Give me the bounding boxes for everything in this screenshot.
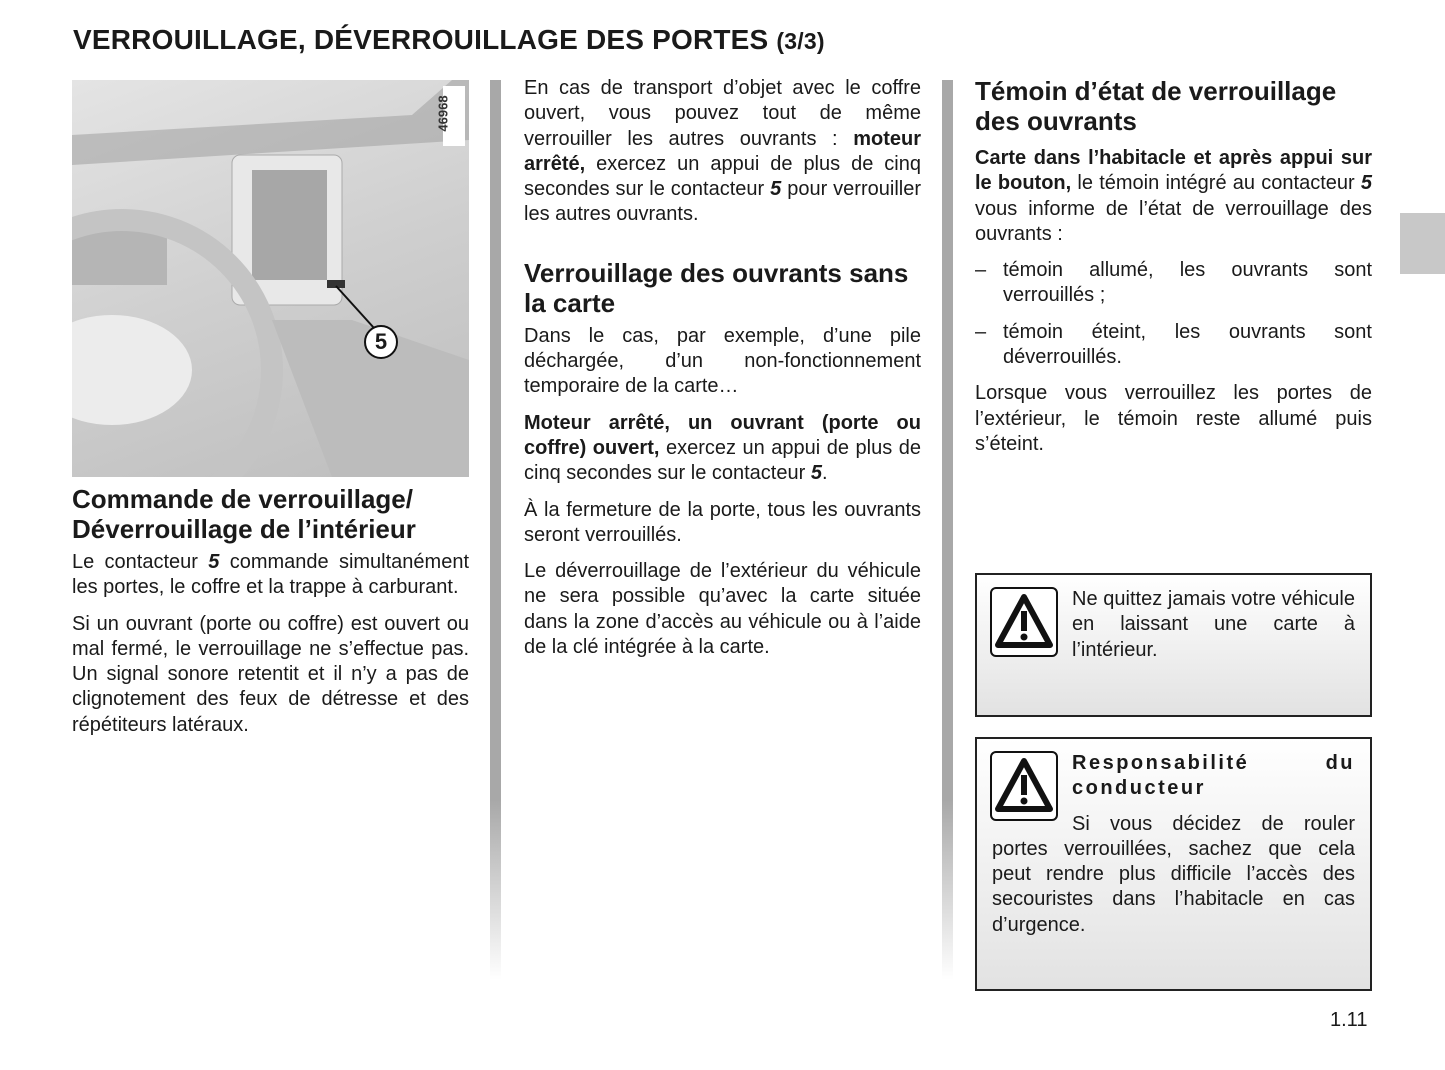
list-item: – témoin éteint, les ouvrants sont déverrouillés. [975, 320, 1372, 371]
paragraph: Le contacteur 5 commande simultanément les portes, le coffre et la trappe à carburant. [72, 551, 470, 599]
warning-box-responsibility [975, 737, 1372, 991]
page-title [73, 24, 825, 56]
warning-box-card [975, 573, 1372, 717]
section-heading: Verrouillage des ouvrants sans la carte [524, 257, 909, 318]
paragraph: Si un ouvrant (porte ou coffre) est ouvert ou mal fermé, le verrouillage ne s’effectue pas. Un signal sonore retentit et il n’y a pas de clignotement des feux de détresse et des répétiteurs latéraux. [72, 612, 469, 736]
middle-column [524, 76, 921, 671]
chapter-tab [1400, 213, 1445, 274]
status-list [975, 258, 1372, 370]
warning-text: Ne quittez jamais votre véhicule en laissant une carte à l’intérieur. [1072, 588, 1355, 661]
paragraph: En cas de transport d’objet avec le coffre ouvert, vous pouvez tout de même verrouiller les autres ouvrants : moteur arrêté, exercez un appui de plus de cinq secondes sur le contacteur 5 pour verrouiller les autres ouvrants. [524, 77, 921, 226]
title-text: VERROUILLAGE, DÉVERROUILLAGE DES PORTES [73, 24, 769, 55]
page-number: 1.11 [1330, 1009, 1368, 1031]
list-item: – témoin allumé, les ouvrants sont verrouillés ; [975, 258, 1372, 309]
dashboard-illustration [72, 80, 469, 477]
warning-triangle-icon [990, 587, 1058, 657]
paragraph: Carte dans l’habitacle et après appui sur le bouton, le témoin intégré au contacteur 5 vous informe de l’état de verrouillage des ouvrants : [975, 147, 1372, 245]
dashboard-drawing [72, 80, 469, 477]
warning-title: Responsabilité du conducteur [1072, 752, 1355, 800]
column-divider [942, 80, 953, 980]
paragraph: Lorsque vous verrouillez les portes de l’extérieur, le témoin reste allumé puis s’éteint. [975, 382, 1372, 455]
callout-5: 5 [364, 325, 398, 359]
paragraph: À la fermeture de la porte, tous les ouvrants seront verrouillés. [524, 498, 921, 546]
figure-reference: 46968 [443, 86, 465, 146]
paragraph: Le déverrouillage de l’extérieur du véhicule ne sera possible qu’avec la carte située dans la zone d’accès au véhicule ou à l’aide de la clé intégrée à la carte. [524, 560, 921, 659]
warning-triangle-icon [990, 751, 1058, 821]
warning-text: Si vous décidez de rouler portes verrouillées, sachez que cela peut rendre plus difficile l’accès des secouristes dans l’habitacle en cas d’urgence. [992, 812, 1355, 936]
paragraph: Moteur arrêté, un ouvrant (porte ou coffre) ouvert, exercez un appui de plus de cinq secondes sur le contacteur 5. [524, 411, 921, 485]
left-column [72, 484, 469, 749]
section-heading: Commande de verrouillage/ Déverrouillage de l’intérieur [72, 484, 416, 544]
section-heading: Témoin d’état de verrouillage des ouvrants [975, 76, 1337, 136]
column-divider [490, 80, 501, 980]
paragraph: Dans le cas, par exemple, d’une pile déchargée, d’un non-fonctionnement temporaire de la carte… [524, 324, 921, 398]
title-part: (3/3) [776, 28, 825, 54]
right-column [975, 76, 1372, 468]
